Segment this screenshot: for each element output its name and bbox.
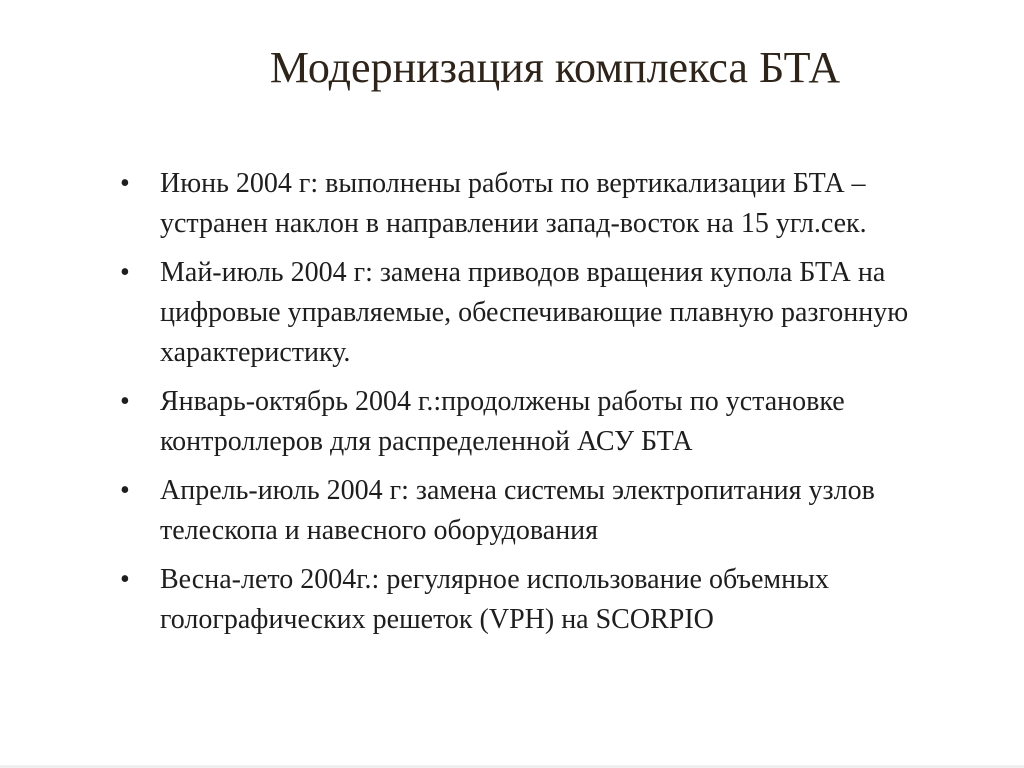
bullet-text: Январь-октябрь 2004 г.:продолжены работы по установке контроллеров для распределенной АСУ БТА (160, 386, 845, 457)
bullet-text: Весна-лето 2004г.: регулярное использование объемных голографических решеток (VPH) на SCORPIO (160, 564, 829, 635)
bullet-icon: • (120, 386, 130, 417)
bullet-item (120, 560, 970, 640)
bullet-icon: • (120, 257, 130, 288)
bullet-text: Апрель-июль 2004 г: замена системы электропитания узлов телескопа и навесного оборудования (160, 475, 875, 546)
bullet-item (120, 164, 970, 244)
bullet-item (120, 382, 970, 462)
bullet-item (120, 471, 970, 551)
bullet-text: Июнь 2004 г: выполнены работы по вертикализации БТА – устранен наклон в направлении запад-восток на 15 угл.сек. (160, 168, 867, 239)
bullet-icon: • (120, 168, 130, 199)
bullet-icon: • (120, 564, 130, 595)
bullet-item (120, 253, 970, 373)
bullet-list (120, 164, 970, 649)
slide-title: Модернизация комплекса БТА (269, 43, 841, 92)
bullet-icon: • (120, 475, 130, 506)
bullet-text: Май-июль 2004 г: замена приводов вращения купола БТА на цифровые управляемые, обеспечивающие плавную разгонную характеристику. (160, 257, 909, 368)
